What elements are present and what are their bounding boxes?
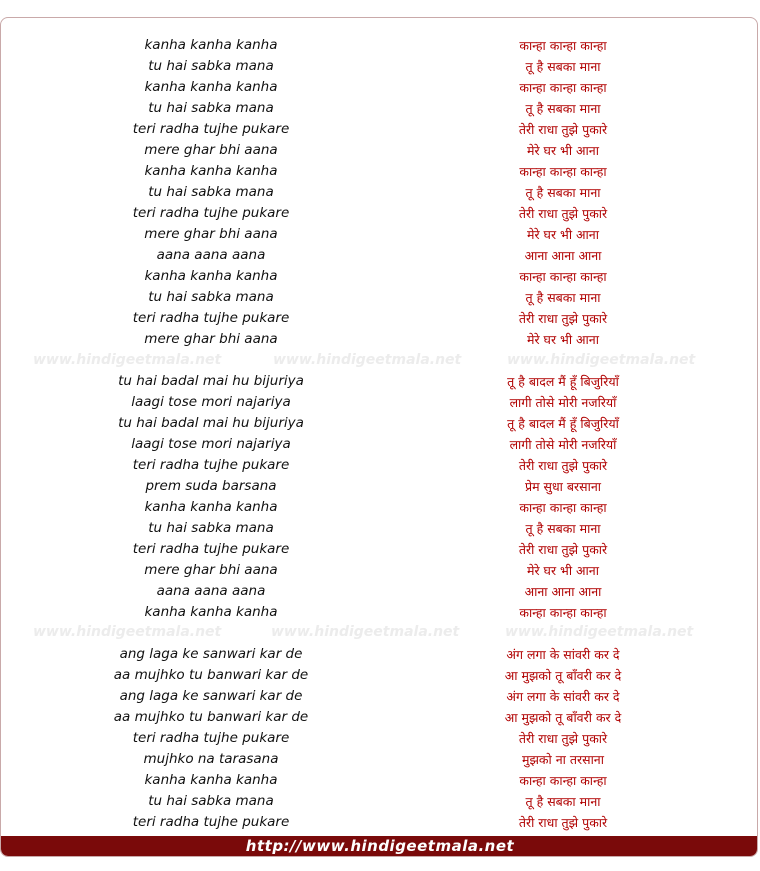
lyric-line bbox=[1, 518, 758, 539]
lyric-line bbox=[1, 686, 758, 707]
lyric-line bbox=[1, 497, 758, 518]
lyric-english: tu hai sabka mana bbox=[148, 793, 274, 809]
lyric-english: teri radha tujhe pukare bbox=[132, 205, 290, 221]
lyric-line bbox=[1, 392, 758, 413]
lyric-hindi: प्रेम सुधा बरसाना bbox=[524, 479, 602, 494]
lyric-line bbox=[1, 245, 758, 266]
lyric-line bbox=[1, 581, 758, 602]
lyric-hindi: तू है सबका माना bbox=[525, 290, 601, 305]
lyric-line bbox=[1, 728, 758, 749]
lyric-hindi: तेरी राधा तुझे पुकारे bbox=[518, 311, 608, 326]
lyric-hindi: मेरे घर भी आना bbox=[527, 332, 599, 347]
lyric-line bbox=[1, 308, 758, 329]
watermark-text: www.hindigeetmala.net bbox=[273, 352, 462, 368]
lyric-line bbox=[1, 434, 758, 455]
lyric-english: tu hai badal mai hu bijuriya bbox=[118, 373, 304, 389]
lyric-hindi: तेरी राधा तुझे पुकारे bbox=[518, 542, 608, 557]
lyric-english: kanha kanha kanha bbox=[144, 499, 278, 515]
lyric-hindi: कान्हा कान्हा कान्हा bbox=[519, 500, 607, 515]
lyric-english: kanha kanha kanha bbox=[144, 268, 278, 284]
lyric-line bbox=[1, 791, 758, 812]
lyric-english: tu hai sabka mana bbox=[148, 520, 274, 536]
lyric-english: tu hai sabka mana bbox=[148, 184, 274, 200]
lyric-line bbox=[1, 476, 758, 497]
lyric-line bbox=[1, 812, 758, 833]
lyric-english: teri radha tujhe pukare bbox=[132, 121, 290, 137]
lyric-hindi: तू है बादल मैं हूँ बिजुरियाँ bbox=[507, 416, 619, 431]
lyric-english: ang laga ke sanwari kar de bbox=[119, 646, 303, 662]
lyric-hindi: आना आना आना bbox=[524, 248, 602, 263]
lyric-hindi: तू है सबका माना bbox=[525, 101, 601, 116]
lyric-line bbox=[1, 161, 758, 182]
lyric-hindi: मेरे घर भी आना bbox=[527, 227, 599, 242]
lyric-hindi: आना आना आना bbox=[524, 584, 602, 599]
lyric-line bbox=[1, 413, 758, 434]
lyric-hindi: मुझको ना तरसाना bbox=[522, 752, 604, 767]
lyric-hindi: तू है सबका माना bbox=[525, 521, 601, 536]
lyric-english: mere ghar bhi aana bbox=[144, 562, 278, 578]
lyric-line bbox=[1, 98, 758, 119]
lyric-hindi: अंग लगा के सांवरी कर दे bbox=[506, 689, 620, 704]
watermark-text: www.hindigeetmala.net bbox=[271, 624, 460, 640]
lyric-english: teri radha tujhe pukare bbox=[132, 541, 290, 557]
lyric-english: kanha kanha kanha bbox=[144, 37, 278, 53]
lyric-line bbox=[1, 119, 758, 140]
lyric-line bbox=[1, 665, 758, 686]
lyric-english: teri radha tujhe pukare bbox=[132, 730, 290, 746]
lyric-line bbox=[1, 707, 758, 728]
lyric-hindi: मेरे घर भी आना bbox=[527, 563, 599, 578]
lyric-english: aana aana aana bbox=[156, 247, 266, 263]
lyric-line bbox=[1, 455, 758, 476]
watermark-text: www.hindigeetmala.net bbox=[507, 352, 696, 368]
lyric-hindi: अंग लगा के सांवरी कर दे bbox=[506, 647, 620, 662]
lyric-english: laagi tose mori najariya bbox=[131, 436, 291, 452]
lyric-hindi: तेरी राधा तुझे पुकारे bbox=[518, 122, 608, 137]
lyric-line bbox=[1, 287, 758, 308]
lyric-hindi: तेरी राधा तुझे पुकारे bbox=[518, 815, 608, 830]
lyrics-panel bbox=[0, 17, 758, 857]
lyric-english: kanha kanha kanha bbox=[144, 772, 278, 788]
lyric-hindi: कान्हा कान्हा कान्हा bbox=[519, 164, 607, 179]
watermark-text: www.hindigeetmala.net bbox=[505, 624, 694, 640]
lyric-english: kanha kanha kanha bbox=[144, 79, 278, 95]
lyric-line bbox=[1, 602, 758, 623]
lyric-english: teri radha tujhe pukare bbox=[132, 310, 290, 326]
lyric-hindi: कान्हा कान्हा कान्हा bbox=[519, 773, 607, 788]
lyric-line bbox=[1, 329, 758, 350]
lyric-hindi: कान्हा कान्हा कान्हा bbox=[519, 269, 607, 284]
lyric-english: ang laga ke sanwari kar de bbox=[119, 688, 303, 704]
lyric-hindi: लागी तोसे मोरी नजरियाँ bbox=[509, 437, 617, 452]
lyric-hindi: तू है बादल मैं हूँ बिजुरियाँ bbox=[507, 374, 619, 389]
lyric-line bbox=[1, 203, 758, 224]
lyric-english: laagi tose mori najariya bbox=[131, 394, 291, 410]
lyric-hindi: मेरे घर भी आना bbox=[527, 143, 599, 158]
watermark-row-1 bbox=[1, 352, 758, 372]
lyrics-stanza-1 bbox=[1, 35, 758, 350]
watermark-text: www.hindigeetmala.net bbox=[33, 624, 222, 640]
lyric-hindi: कान्हा कान्हा कान्हा bbox=[519, 605, 607, 620]
lyric-line bbox=[1, 56, 758, 77]
lyric-line bbox=[1, 266, 758, 287]
lyric-english: mere ghar bhi aana bbox=[144, 331, 278, 347]
lyric-english: aa mujhko tu banwari kar de bbox=[113, 709, 309, 725]
lyric-english: mujhko na tarasana bbox=[143, 751, 279, 767]
lyric-line bbox=[1, 182, 758, 203]
lyric-line bbox=[1, 749, 758, 770]
lyrics-stanza-2 bbox=[1, 371, 758, 623]
lyric-line bbox=[1, 770, 758, 791]
watermark-text: www.hindigeetmala.net bbox=[33, 352, 222, 368]
lyric-line bbox=[1, 140, 758, 161]
lyric-hindi: कान्हा कान्हा कान्हा bbox=[519, 80, 607, 95]
watermark-row-2 bbox=[1, 624, 758, 644]
lyric-english: mere ghar bhi aana bbox=[144, 142, 278, 158]
lyric-hindi: आ मुझको तू बाँवरी कर दे bbox=[504, 668, 622, 683]
lyric-english: aa mujhko tu banwari kar de bbox=[113, 667, 309, 683]
lyric-line bbox=[1, 224, 758, 245]
lyric-english: teri radha tujhe pukare bbox=[132, 457, 290, 473]
lyric-english: kanha kanha kanha bbox=[144, 604, 278, 620]
lyric-english: tu hai sabka mana bbox=[148, 289, 274, 305]
lyric-line bbox=[1, 539, 758, 560]
lyric-english: prem suda barsana bbox=[145, 478, 277, 494]
lyric-hindi: तू है सबका माना bbox=[525, 185, 601, 200]
lyric-english: kanha kanha kanha bbox=[144, 163, 278, 179]
site-footer bbox=[1, 836, 758, 856]
lyric-english: tu hai sabka mana bbox=[148, 58, 274, 74]
lyric-english: tu hai badal mai hu bijuriya bbox=[118, 415, 304, 431]
lyric-hindi: तू है सबका माना bbox=[525, 794, 601, 809]
lyric-line bbox=[1, 644, 758, 665]
lyric-english: aana aana aana bbox=[156, 583, 266, 599]
lyrics-stanza-3 bbox=[1, 644, 758, 833]
lyric-english: teri radha tujhe pukare bbox=[132, 814, 290, 830]
lyric-hindi: लागी तोसे मोरी नजरियाँ bbox=[509, 395, 617, 410]
lyric-english: tu hai sabka mana bbox=[148, 100, 274, 116]
lyric-line bbox=[1, 560, 758, 581]
lyric-english: mere ghar bhi aana bbox=[144, 226, 278, 242]
footer-url-link[interactable]: http://www.hindigeetmala.net bbox=[245, 837, 515, 855]
lyric-hindi: कान्हा कान्हा कान्हा bbox=[519, 38, 607, 53]
lyric-hindi: तेरी राधा तुझे पुकारे bbox=[518, 731, 608, 746]
lyric-hindi: तू है सबका माना bbox=[525, 59, 601, 74]
lyric-hindi: आ मुझको तू बाँवरी कर दे bbox=[504, 710, 622, 725]
lyric-hindi: तेरी राधा तुझे पुकारे bbox=[518, 458, 608, 473]
lyric-line bbox=[1, 35, 758, 56]
lyric-hindi: तेरी राधा तुझे पुकारे bbox=[518, 206, 608, 221]
lyric-line bbox=[1, 77, 758, 98]
lyric-line bbox=[1, 371, 758, 392]
